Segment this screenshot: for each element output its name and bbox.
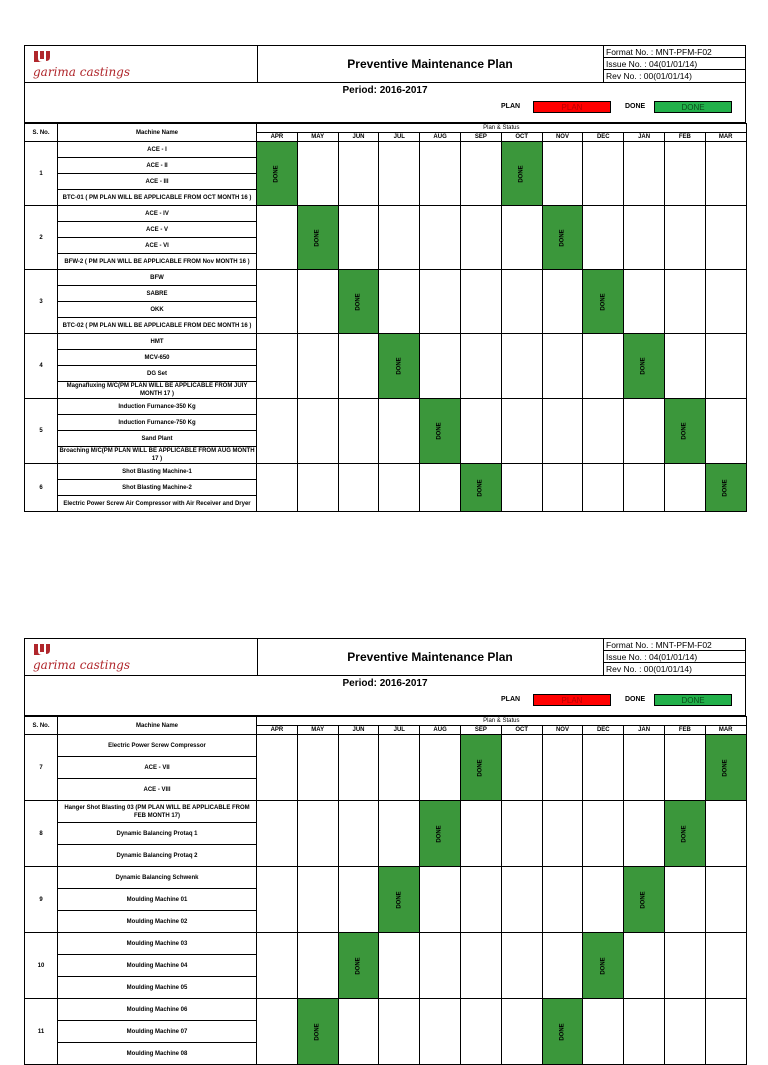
month-header: MAY xyxy=(297,133,338,142)
serial-number: 5 xyxy=(25,399,58,464)
company-name: garima castings xyxy=(33,658,131,672)
machine-name: DG Set xyxy=(58,366,257,382)
plan-table xyxy=(24,716,747,1065)
company-name: garima castings xyxy=(33,65,131,79)
done-label: DONE xyxy=(477,478,484,497)
status-cell xyxy=(297,334,338,399)
format-block xyxy=(603,46,746,82)
status-cell xyxy=(624,801,665,867)
machine-name: ACE - VIII xyxy=(58,779,257,801)
done-label: DONE xyxy=(641,357,648,375)
status-cell xyxy=(379,142,420,206)
issue-no: Issue No. : 04(01/01/14) xyxy=(604,651,746,663)
machine-name: Induction Furnance-750 Kg xyxy=(58,415,257,431)
status-cell-done xyxy=(338,933,379,999)
status-cell xyxy=(379,464,420,512)
status-cell xyxy=(379,399,420,464)
table-row xyxy=(25,735,747,757)
status-cell-done xyxy=(664,399,705,464)
status-cell xyxy=(338,867,379,933)
serial-number: 9 xyxy=(25,867,58,933)
sheet-page-1 xyxy=(24,45,746,512)
month-header: OCT xyxy=(501,726,542,735)
machine-name: Moulding Machine 03 xyxy=(58,933,257,955)
status-cell xyxy=(460,206,501,270)
status-cell xyxy=(379,801,420,867)
status-cell xyxy=(664,206,705,270)
status-cell xyxy=(297,735,338,801)
status-cell xyxy=(501,735,542,801)
table-row xyxy=(25,334,747,350)
status-cell xyxy=(583,999,624,1065)
table-row xyxy=(25,933,747,955)
status-cell xyxy=(501,464,542,512)
status-cell xyxy=(705,399,746,464)
month-header: MAR xyxy=(705,133,746,142)
table-row xyxy=(25,867,747,889)
machine-name: BTC-02 ( PM PLAN WILL BE APPLICABLE FROM DEC MONTH 16 ) xyxy=(58,318,257,334)
status-cell xyxy=(297,801,338,867)
status-cell xyxy=(624,933,665,999)
machine-name: Hanger Shot Blasting 03 (PM PLAN WILL BE APPLICABLE FROM FEB MONTH 17) xyxy=(58,801,257,823)
serial-number: 6 xyxy=(25,464,58,512)
issue-no: Issue No. : 04(01/01/14) xyxy=(604,58,746,70)
status-cell xyxy=(583,801,624,867)
period-label: Period: 2016-2017 xyxy=(342,678,428,689)
month-header: MAR xyxy=(705,726,746,735)
status-cell xyxy=(542,399,583,464)
status-cell-done xyxy=(297,999,338,1065)
table-row xyxy=(25,206,747,222)
status-cell xyxy=(664,142,705,206)
serial-number: 4 xyxy=(25,334,58,399)
status-cell xyxy=(705,142,746,206)
done-label: DONE xyxy=(559,228,566,247)
status-cell xyxy=(460,334,501,399)
status-cell xyxy=(379,933,420,999)
status-cell xyxy=(297,142,338,206)
machine-name: Dynamic Balancing Schwenk xyxy=(58,867,257,889)
status-cell xyxy=(624,206,665,270)
machine-name: MCV-650 xyxy=(58,350,257,366)
status-cell xyxy=(705,933,746,999)
status-cell xyxy=(297,399,338,464)
done-label: DONE xyxy=(437,824,444,843)
done-label: DONE xyxy=(681,422,688,440)
status-cell xyxy=(583,464,624,512)
machine-name-header: Machine Name xyxy=(58,124,257,142)
status-cell xyxy=(583,735,624,801)
status-cell-done xyxy=(542,999,583,1065)
status-cell xyxy=(297,464,338,512)
done-label: DONE xyxy=(273,164,280,183)
company-logo xyxy=(25,639,258,675)
status-cell xyxy=(379,735,420,801)
machine-name: Moulding Machine 05 xyxy=(58,977,257,999)
status-cell xyxy=(542,142,583,206)
machine-name: Magnafluxing M/C(PM PLAN WILL BE APPLICABLE FROM JUIY MONTH 17 ) xyxy=(58,382,257,399)
legend-plan-label: PLAN xyxy=(501,103,521,110)
table-row xyxy=(25,464,747,480)
machine-name: ACE - I xyxy=(58,142,257,158)
status-cell xyxy=(624,399,665,464)
month-header: DEC xyxy=(583,133,624,142)
machine-name: Electric Power Screw Compressor xyxy=(58,735,257,757)
status-cell xyxy=(379,270,420,334)
status-cell xyxy=(501,270,542,334)
machine-name: BFW xyxy=(58,270,257,286)
machine-name: ACE - VI xyxy=(58,238,257,254)
month-header: APR xyxy=(257,133,298,142)
status-cell-done xyxy=(460,464,501,512)
status-cell xyxy=(257,801,298,867)
machine-name: ACE - II xyxy=(58,158,257,174)
status-cell xyxy=(257,334,298,399)
status-cell xyxy=(297,270,338,334)
machine-name: Moulding Machine 02 xyxy=(58,911,257,933)
month-header: NOV xyxy=(542,726,583,735)
machine-name: ACE - V xyxy=(58,222,257,238)
status-cell xyxy=(460,867,501,933)
format-block xyxy=(603,639,746,675)
month-header: MAY xyxy=(297,726,338,735)
month-header: OCT xyxy=(501,133,542,142)
status-cell xyxy=(460,801,501,867)
status-cell-done xyxy=(501,142,542,206)
done-label: DONE xyxy=(477,758,484,777)
status-cell-done xyxy=(460,735,501,801)
status-cell xyxy=(257,399,298,464)
month-header: APR xyxy=(257,726,298,735)
machine-name: Moulding Machine 01 xyxy=(58,889,257,911)
done-label: DONE xyxy=(600,956,607,975)
month-header: NOV xyxy=(542,133,583,142)
month-header: FEB xyxy=(664,726,705,735)
status-cell xyxy=(379,999,420,1065)
legend-done-box: DONE xyxy=(654,101,732,113)
status-cell-done xyxy=(583,270,624,334)
status-cell-done xyxy=(624,867,665,933)
serial-number: 1 xyxy=(25,142,58,206)
done-label: DONE xyxy=(355,956,362,975)
status-cell xyxy=(705,206,746,270)
status-cell xyxy=(501,999,542,1065)
status-cell xyxy=(257,933,298,999)
machine-name: OKK xyxy=(58,302,257,318)
plan-status-header: Plan & Status xyxy=(257,124,747,133)
status-cell xyxy=(705,270,746,334)
status-cell xyxy=(420,735,461,801)
status-cell xyxy=(257,464,298,512)
format-no: Format No. : MNT-PFM-F02 xyxy=(604,639,746,651)
status-cell-done xyxy=(664,801,705,867)
legend-plan-box: PLAN xyxy=(533,694,611,706)
status-cell xyxy=(420,206,461,270)
status-cell-done xyxy=(297,206,338,270)
done-label: DONE xyxy=(314,228,321,247)
machine-name: Moulding Machine 08 xyxy=(58,1043,257,1065)
status-cell xyxy=(542,334,583,399)
status-cell xyxy=(664,270,705,334)
status-cell xyxy=(501,334,542,399)
plan-status-header: Plan & Status xyxy=(257,717,747,726)
status-cell xyxy=(705,867,746,933)
doc-title: Preventive Maintenance Plan xyxy=(347,650,513,664)
status-cell xyxy=(338,206,379,270)
status-cell xyxy=(420,464,461,512)
status-cell xyxy=(460,999,501,1065)
machine-name: Shot Blasting Machine-2 xyxy=(58,480,257,496)
status-cell xyxy=(542,867,583,933)
machine-name: ACE - VII xyxy=(58,757,257,779)
machine-name: ACE - III xyxy=(58,174,257,190)
month-header: JAN xyxy=(624,133,665,142)
status-cell-done xyxy=(583,933,624,999)
status-cell-done xyxy=(420,801,461,867)
status-cell xyxy=(420,933,461,999)
status-cell xyxy=(664,735,705,801)
serial-number: 7 xyxy=(25,735,58,801)
plan-table xyxy=(24,123,747,512)
machine-name: BTC-01 ( PM PLAN WILL BE APPLICABLE FROM OCT MONTH 16 ) xyxy=(58,190,257,206)
status-cell xyxy=(257,867,298,933)
status-cell-done xyxy=(624,334,665,399)
status-cell xyxy=(297,933,338,999)
sheet-page-2 xyxy=(24,638,746,1065)
machine-name: Dynamic Balancing Protaq 1 xyxy=(58,823,257,845)
status-cell xyxy=(705,334,746,399)
month-header: JUL xyxy=(379,726,420,735)
legend-plan-label: PLAN xyxy=(501,696,521,703)
machine-name: Moulding Machine 06 xyxy=(58,999,257,1021)
status-cell xyxy=(501,801,542,867)
doc-header xyxy=(24,45,746,83)
status-cell xyxy=(420,270,461,334)
status-cell xyxy=(664,999,705,1065)
month-header: JUN xyxy=(338,133,379,142)
done-label: DONE xyxy=(559,1022,566,1041)
format-no: Format No. : MNT-PFM-F02 xyxy=(604,46,746,58)
logo-mark-icon xyxy=(33,50,53,63)
rev-no: Rev No. : 00(01/01/14) xyxy=(606,664,692,674)
status-cell-done xyxy=(420,399,461,464)
doc-header xyxy=(24,638,746,676)
status-cell xyxy=(420,142,461,206)
machine-name: Sand Plant xyxy=(58,431,257,447)
month-header: SEP xyxy=(460,726,501,735)
done-label: DONE xyxy=(396,357,403,375)
status-cell-done xyxy=(705,464,746,512)
serial-number: 11 xyxy=(25,999,58,1065)
status-cell xyxy=(460,399,501,464)
status-cell xyxy=(420,999,461,1065)
status-cell xyxy=(460,933,501,999)
machine-name: Moulding Machine 04 xyxy=(58,955,257,977)
status-cell xyxy=(338,999,379,1065)
done-label: DONE xyxy=(600,292,607,311)
status-cell xyxy=(664,464,705,512)
month-header: AUG xyxy=(420,133,461,142)
logo-mark-icon xyxy=(33,643,53,656)
period-row xyxy=(24,676,746,716)
done-label: DONE xyxy=(681,824,688,843)
status-cell xyxy=(338,801,379,867)
period-label: Period: 2016-2017 xyxy=(342,85,428,96)
status-cell xyxy=(624,270,665,334)
status-cell xyxy=(297,867,338,933)
status-cell xyxy=(542,801,583,867)
status-cell-done xyxy=(338,270,379,334)
status-cell xyxy=(583,334,624,399)
table-row xyxy=(25,999,747,1021)
status-cell xyxy=(501,206,542,270)
status-cell xyxy=(542,464,583,512)
serial-number: 10 xyxy=(25,933,58,999)
table-row xyxy=(25,801,747,823)
status-cell xyxy=(338,334,379,399)
serial-number: 3 xyxy=(25,270,58,334)
status-cell xyxy=(583,399,624,464)
machine-name: SABRE xyxy=(58,286,257,302)
period-row xyxy=(24,83,746,123)
month-header: FEB xyxy=(664,133,705,142)
month-header: AUG xyxy=(420,726,461,735)
status-cell xyxy=(583,142,624,206)
done-label: DONE xyxy=(437,422,444,440)
machine-name: BFW-2 ( PM PLAN WILL BE APPLICABLE FROM Nov MONTH 16 ) xyxy=(58,254,257,270)
done-label: DONE xyxy=(314,1022,321,1041)
status-cell xyxy=(664,334,705,399)
month-header: JAN xyxy=(624,726,665,735)
done-label: DONE xyxy=(722,478,729,497)
status-cell xyxy=(257,206,298,270)
status-cell xyxy=(705,801,746,867)
status-cell xyxy=(624,464,665,512)
done-label: DONE xyxy=(641,890,648,909)
rev-no: Rev No. : 00(01/01/14) xyxy=(606,71,692,81)
status-cell xyxy=(501,933,542,999)
status-cell xyxy=(542,735,583,801)
machine-name: Induction Furnance-350 Kg xyxy=(58,399,257,415)
status-cell xyxy=(420,334,461,399)
machine-name: HMT xyxy=(58,334,257,350)
company-logo xyxy=(25,46,258,82)
status-cell xyxy=(664,933,705,999)
status-cell xyxy=(338,142,379,206)
done-label: DONE xyxy=(396,890,403,909)
machine-name-header: Machine Name xyxy=(58,717,257,735)
status-cell-done xyxy=(542,206,583,270)
status-cell xyxy=(583,206,624,270)
sno-header: S. No. xyxy=(25,124,58,142)
status-cell xyxy=(420,867,461,933)
status-cell xyxy=(460,270,501,334)
status-cell xyxy=(257,270,298,334)
done-label: DONE xyxy=(722,758,729,777)
machine-name: Shot Blasting Machine-1 xyxy=(58,464,257,480)
status-cell xyxy=(624,142,665,206)
machine-name: Broaching M/C(PM PLAN WILL BE APPLICABLE FROM AUG MONTH 17 ) xyxy=(59,448,255,462)
status-cell xyxy=(542,933,583,999)
table-row xyxy=(25,142,747,158)
legend-done-label: DONE xyxy=(625,696,646,703)
status-cell xyxy=(257,999,298,1065)
status-cell-done xyxy=(379,334,420,399)
status-cell xyxy=(705,999,746,1065)
serial-number: 2 xyxy=(25,206,58,270)
month-header: SEP xyxy=(460,133,501,142)
status-cell-done xyxy=(379,867,420,933)
month-header: JUL xyxy=(379,133,420,142)
status-cell xyxy=(379,206,420,270)
status-cell xyxy=(624,999,665,1065)
table-row xyxy=(25,270,747,286)
serial-number: 8 xyxy=(25,801,58,867)
status-cell xyxy=(664,867,705,933)
status-cell xyxy=(338,735,379,801)
legend-done-label: DONE xyxy=(625,103,646,110)
status-cell-done xyxy=(257,142,298,206)
status-cell xyxy=(257,735,298,801)
table-row xyxy=(25,399,747,415)
status-cell xyxy=(338,399,379,464)
done-label: DONE xyxy=(518,164,525,183)
machine-name: Electric Power Screw Air Compressor with Air Receiver and Dryer xyxy=(58,496,257,512)
machine-name: ACE - IV xyxy=(58,206,257,222)
machine-name: Moulding Machine 07 xyxy=(58,1021,257,1043)
legend-done-box: DONE xyxy=(654,694,732,706)
status-cell xyxy=(501,399,542,464)
status-cell xyxy=(624,735,665,801)
month-header: DEC xyxy=(583,726,624,735)
status-cell xyxy=(501,867,542,933)
doc-title: Preventive Maintenance Plan xyxy=(347,57,513,71)
status-cell xyxy=(460,142,501,206)
month-header: JUN xyxy=(338,726,379,735)
done-label: DONE xyxy=(355,292,362,311)
sno-header: S. No. xyxy=(25,717,58,735)
legend-plan-box: PLAN xyxy=(533,101,611,113)
machine-name: Dynamic Balancing Protaq 2 xyxy=(58,845,257,867)
status-cell xyxy=(338,464,379,512)
status-cell xyxy=(542,270,583,334)
status-cell xyxy=(583,867,624,933)
status-cell-done xyxy=(705,735,746,801)
